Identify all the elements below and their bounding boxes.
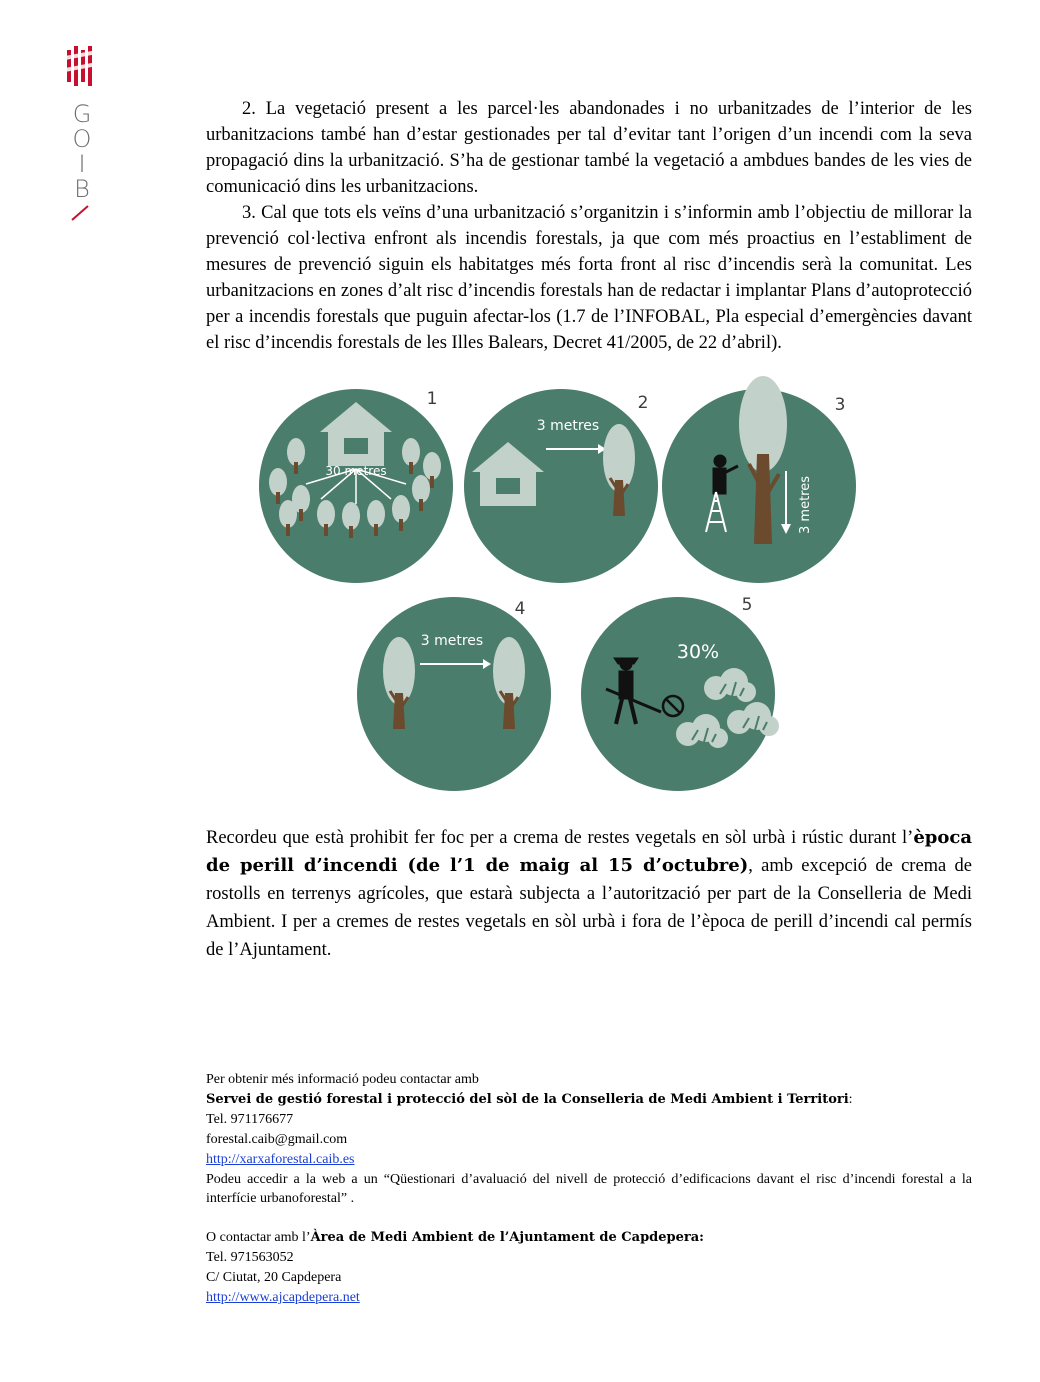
- logo-letter-i: I: [78, 150, 86, 178]
- notice-text-start: Recordeu que està prohibit fer foc per a crema de restes vegetals en sòl urbà i rústic durant l’: [206, 828, 914, 848]
- panel-5-brush-clearing: [581, 595, 779, 791]
- goib-emblem-icon: [62, 46, 102, 88]
- panel-3-height-label: 3 metres: [798, 476, 813, 534]
- contact-alt-website-link[interactable]: http://www.ajcapdepera.net: [206, 1290, 360, 1305]
- main-content: [206, 96, 972, 964]
- contact-alt-phone: Tel. 971563052: [206, 1250, 294, 1265]
- panel-2-house-tree-distance: [464, 389, 658, 583]
- panel-1-number: 1: [426, 389, 438, 409]
- panel-4-number: 4: [514, 599, 526, 619]
- panel-5-percent-label: 30%: [676, 641, 720, 663]
- burning-prohibition-notice: [206, 824, 972, 964]
- notice-text-end: , amb excepció de crema de rostolls en terrenys agrícoles, que estarà subjecta a l’autorització per part de la Conselleria de Medi Ambient. I per a cremes de restes vegetals en sòl urbà i fora de l’època de perill d’incendi cal permís de l’Ajuntament.: [206, 856, 972, 960]
- contact-alt-address: C/ Ciutat, 20 Capdepera: [206, 1270, 342, 1285]
- logo-letter-b: B: [74, 175, 90, 203]
- fire-prevention-illustration: [206, 374, 972, 802]
- contact-service: [206, 1090, 972, 1110]
- panel-4-tree-spacing: [357, 597, 551, 791]
- panel-2-number: 2: [637, 393, 649, 413]
- contact-alt-prefix: O contactar amb l’: [206, 1230, 311, 1245]
- contact-alt: [206, 1228, 972, 1248]
- contact-questionnaire: Podeu accedir a la web a un “Qüestionari d’avaluació del nivell de protecció d’edificacions davant el risc d’incendi forestal a la interfície urbanoforestal” .: [206, 1172, 972, 1206]
- contact-alt-name: Àrea de Medi Ambient de l’Ajuntament de Capdepera:: [310, 1230, 704, 1245]
- panel-4-distance-label: 3 metres: [420, 633, 484, 649]
- panel-5-number: 5: [741, 595, 753, 615]
- contact-block: [206, 1070, 972, 1308]
- logo-letter-g: G: [72, 100, 92, 128]
- contact-intro: Per obtenir més informació podeu contactar amb: [206, 1072, 479, 1087]
- panel-2-distance-label: 3 metres: [536, 418, 600, 434]
- logo-slash-icon: [70, 204, 90, 222]
- notice-danger-period: època de perill d’incendi (de l’1 de maig al 15 d’octubre): [206, 827, 972, 876]
- panel-3-pruning: [662, 376, 856, 583]
- logo-letter-o: O: [72, 125, 92, 153]
- contact-website-link[interactable]: http://xarxaforestal.caib.es: [206, 1152, 355, 1167]
- contact-service-colon: :: [848, 1092, 853, 1107]
- contact-service-name: Servei de gestió forestal i protecció del sòl de la Conselleria de Medi Ambient i Territori: [206, 1092, 849, 1107]
- panel-1-distance-label: 30 metres: [325, 464, 387, 478]
- paragraph-2: 2. La vegetació present a les parcel·les abandonades i no urbanitzades de l’interior de les urbanitzacions també han d’estar gestionades per tal d’evitar tant l’origen d’un incendi com la seva propagació dins la urbanització. S’ha de gestionar també la vegetació a ambdues bandes de les vies de comunicació dins les urbanitzacions.: [206, 99, 972, 197]
- contact-phone: Tel. 971176677: [206, 1112, 294, 1127]
- paragraph-3: 3. Cal que tots els veïns d’una urbanització s’organitzin i s’informin amb l’objectiu de millorar la prevenció col·lectiva enfront als incendis forestals, ja que com més proactius en l’establiment de mesures de prevenció siguin els habitatges més forta front al risc d’incendis serà la comunitat. Les urbanitzacions en zones d’alt risc d’incendis forestals han de redactar i implantar Plans d’autoprotecció per a incendis forestals que puguin afectar-los (1.7 de l’INFOBAL, Pla especial d’emergències davant el risc d’incendis forestals de les Illes Balears, Decret 41/2005, de 22 d’abril).: [206, 203, 972, 353]
- panel-3-number: 3: [834, 395, 846, 415]
- goib-wordmark: [62, 102, 102, 202]
- panel-1-defensible-space: [259, 389, 453, 583]
- goib-logo: [62, 46, 102, 222]
- contact-email: forestal.caib@gmail.com: [206, 1132, 348, 1147]
